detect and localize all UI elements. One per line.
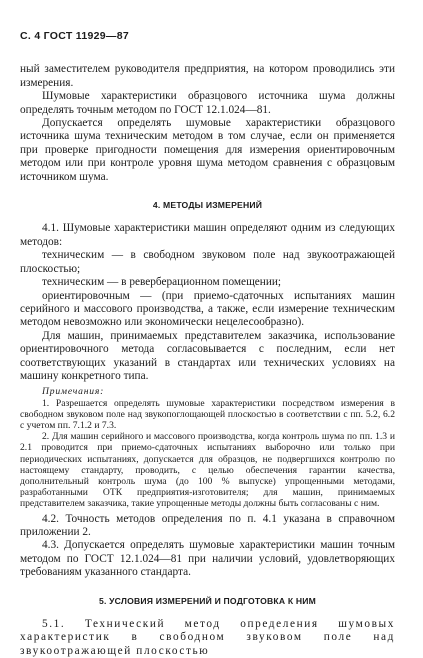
note-2: 2. Для машин серийного и массового производства, когда контроль шума по пп. 1.3 и 2.1 проводится при приемо-сдаточных испытаниях выборочно или только при периодических испытаниях, допускается для образцов, не подвергшихся контролю по настоящему стандарту, проводить, с целью обеспечения гарантии качества, дополнительный контроль шума (до 100 % выпуске) упрощенными методами, разработанными ОТК предприятия-изготовителя; для машин, принимаемых представителем заказчика, такие упрощенные методы должны быть согласованы с ним. — [20, 431, 395, 510]
notes-block — [20, 386, 395, 509]
section-5-title: 5. УСЛОВИЯ ИЗМЕРЕНИЙ И ПОДГОТОВКА К НИМ — [98, 595, 317, 606]
paragraph-reference-source: Шумовые характеристики образцового источника шума должны определять точным методом по ГОСТ 12.1.024—81. — [20, 90, 395, 116]
paragraph-technical-allowed: Допускается определять шумовые характеристики образцового источника шума техническим методом в том случае, если он применяется при проверке пригодности помещения для измерения ориентировочным методом или при контроле уровня шума методом сравнения с образцовым источником шума. — [20, 117, 395, 183]
clause-4-2: 4.2. Точность методов определения по п. 4.1 указана в справочном приложении 2. — [20, 512, 395, 538]
page-header: С. 4 ГОСТ 11929—87 — [20, 30, 130, 42]
method-technical-reverberation: техническим — в реверберационном помещении; — [42, 276, 282, 289]
section-4-title: 4. МЕТОДЫ ИЗМЕРЕНИЙ — [152, 200, 263, 211]
note-1: 1. Разрешается определять шумовые характеристики посредством измерения в свободном звуковом поле над звукопоглощающей плоскостью в соответствии с пп. 5.2, 6.2 с учетом пп. 7.1.2 и 7.3. — [20, 397, 395, 431]
clause-4-3: 4.3. Допускается определять шумовые характеристики машин точным методом по ГОСТ 12.1.024—81 при наличии условий, удовлетворяющих требованиям указанного стандарта. — [20, 539, 395, 579]
clause-5-1-heading: 5.1. Технический метод определения шумовых характеристик в свободном звуковом поле над звукоотражающей плоскостью — [20, 618, 395, 657]
clause-4-1-customer: Для машин, принимаемых представителем заказчика, использование ориентировочного метода согласовывается с последним, если нет соответствующих указаний в стандартах или технических условиях на машину конкретного типа. — [20, 329, 395, 382]
notes-title: Примечания: — [42, 386, 105, 398]
clause-4-1: 4.1. Шумовые характеристики машин определяют одним из следующих методов: — [20, 222, 395, 248]
method-technical-free-field: техническим — в свободном звуковом поле над звукоотражающей плоскостью; — [20, 249, 395, 275]
method-approximate: ориентировочным — (при приемо-сдаточных испытаниях машин серийного и массового производства, а также, если измерение техническим методом невозможно или экономически нецелесообразно). — [20, 289, 395, 329]
paragraph-continued: ный заместителем руководителя предприятия, на котором проводились эти измерения. — [20, 63, 395, 89]
